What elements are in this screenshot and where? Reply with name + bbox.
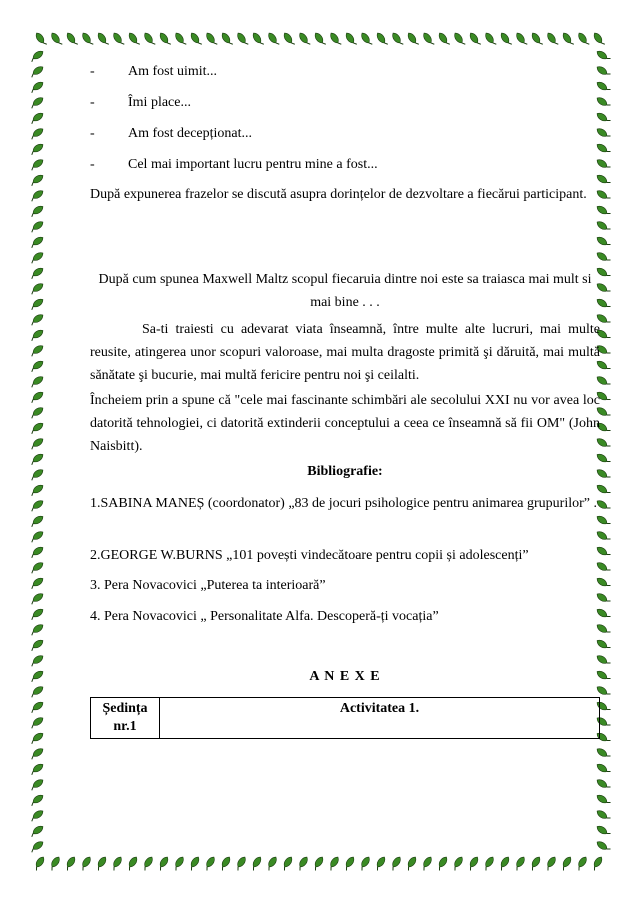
leaf-icon (29, 344, 45, 358)
leaf-icon (29, 499, 45, 513)
leaf-icon (595, 530, 611, 544)
leaf-icon (311, 855, 325, 871)
leaf-icon (29, 840, 45, 854)
list-bullet: - (90, 95, 95, 110)
paragraph-desires: După expunerea frazelor se discută asupra dorințelor de dezvoltare a fiecărui participant. (90, 187, 587, 202)
paragraph-life: Sa-ti traiesti cu adevarat viata înseamnă, între multe alte lucruri, mai multe reusite, atingerea unor scopuri valoroase, mai multa dragoste primită şi dăruită, mai multă sănătate şi bucurie, mai multă fericire pentru noi şi ceilalti. (90, 322, 600, 383)
leaf-icon (404, 855, 418, 871)
leaf-icon (29, 235, 45, 249)
leaf-icon (595, 793, 611, 807)
leaf-icon (546, 31, 560, 47)
leaf-icon (29, 437, 45, 451)
leaf-icon (595, 49, 611, 63)
leaf-icon (29, 561, 45, 575)
table-cell-activity: Activitatea 1. (160, 698, 600, 739)
leaf-icon (329, 31, 343, 47)
leaf-icon (595, 204, 611, 218)
leaf-icon (282, 31, 296, 47)
leaf-icon (575, 855, 589, 871)
paragraph-naisbitt: Încheiem prin a spune că "cele mai fascinante schimbări ale secolului XXI nu vor avea loc datorită tehnologiei, ci datorită extinderii conceptului a ceea ce înseamnă să fii OM" (John Naisbitt). (90, 393, 600, 454)
leaf-icon (29, 793, 45, 807)
bibliography-title: Bibliografie: (307, 464, 383, 479)
leaf-icon (595, 235, 611, 249)
leaf-icon (435, 855, 449, 871)
leaf-icon (29, 266, 45, 280)
leaf-icon (29, 421, 45, 435)
leaf-icon (422, 31, 436, 47)
leaf-icon (29, 359, 45, 373)
leaf-icon (595, 158, 611, 172)
leaf-icon (577, 31, 591, 47)
leaf-icon (595, 514, 611, 528)
leaf-icon (203, 855, 217, 871)
leaf-icon (29, 390, 45, 404)
leaf-icon (29, 747, 45, 761)
leaf-icon (156, 855, 170, 871)
leaf-icon (389, 855, 403, 871)
list-item-text: Am fost uimit... (128, 64, 218, 79)
leaf-icon (595, 111, 611, 125)
table-cell-session: Ședința nr.1 (91, 698, 160, 739)
leaf-icon (391, 31, 405, 47)
leaf-icon (48, 855, 62, 871)
leaf-icon (296, 855, 310, 871)
leaf-icon (528, 855, 542, 871)
leaf-icon (79, 855, 93, 871)
leaf-icon (110, 855, 124, 871)
leaf-icon (453, 31, 467, 47)
leaf-icon (29, 654, 45, 668)
list-item-text: Îmi place... (128, 95, 191, 110)
leaf-icon (29, 406, 45, 420)
leaf-icon (65, 31, 79, 47)
leaf-icon (595, 96, 611, 110)
leaf-icon (34, 31, 48, 47)
leaf-icon (561, 31, 575, 47)
leaf-icon (81, 31, 95, 47)
leaf-icon (482, 855, 496, 871)
leaf-icon (29, 65, 45, 79)
leaf-icon (141, 855, 155, 871)
leaf-icon (595, 762, 611, 776)
leaf-icon (280, 855, 294, 871)
leaf-icon (29, 251, 45, 265)
leaf-icon (189, 31, 203, 47)
leaf-icon (29, 778, 45, 792)
leaf-icon (466, 855, 480, 871)
leaf-icon (468, 31, 482, 47)
leaf-icon (29, 514, 45, 528)
list-bullet: - (90, 64, 95, 79)
list-bullet: - (90, 126, 95, 141)
leaf-icon (595, 747, 611, 761)
leaf-icon (29, 328, 45, 342)
bibliography-item: 4. Pera Novacovici „ Personalitate Alfa. Descoperă-ți vocația” (90, 609, 439, 624)
leaf-icon (29, 80, 45, 94)
leaf-icon (595, 638, 611, 652)
leaf-icon (29, 731, 45, 745)
leaf-icon (29, 623, 45, 637)
leaf-icon (29, 530, 45, 544)
leaf-icon (29, 762, 45, 776)
leaf-icon (29, 204, 45, 218)
leaf-icon (29, 716, 45, 730)
leaf-icon (358, 855, 372, 871)
leaf-icon (236, 31, 250, 47)
list-item-text: Cel mai important lucru pentru mine a fost... (128, 157, 378, 172)
leaf-icon (592, 31, 606, 47)
leaf-icon (29, 592, 45, 606)
leaf-icon (595, 824, 611, 838)
list-bullet: - (90, 157, 95, 172)
leaf-icon (29, 375, 45, 389)
leaf-icon (29, 282, 45, 296)
leaf-icon (451, 855, 465, 871)
leaf-icon (497, 855, 511, 871)
leaf-icon (220, 31, 234, 47)
leaf-icon (595, 127, 611, 141)
leaf-icon (590, 855, 604, 871)
leaf-icon (29, 545, 45, 559)
leaf-icon (29, 824, 45, 838)
leaf-icon (29, 700, 45, 714)
leaf-icon (29, 607, 45, 621)
leaf-icon (29, 669, 45, 683)
leaf-icon (50, 31, 64, 47)
leaf-icon (94, 855, 108, 871)
leaf-icon (265, 855, 279, 871)
leaf-icon (515, 31, 529, 47)
leaf-icon (29, 809, 45, 823)
leaf-icon (406, 31, 420, 47)
quote-maltz: După cum spunea Maxwell Maltz scopul fiecaruia dintre noi este sa traiasca mai mult si mai bine . . . (98, 272, 592, 310)
leaf-icon (29, 638, 45, 652)
leaf-icon (29, 313, 45, 327)
table-row (91, 698, 600, 739)
leaf-icon (249, 855, 263, 871)
leaf-icon (174, 31, 188, 47)
leaf-icon (499, 31, 513, 47)
leaf-icon (32, 855, 46, 871)
leaf-icon (484, 31, 498, 47)
leaf-icon (127, 31, 141, 47)
leaf-icon (29, 452, 45, 466)
leaf-icon (595, 251, 611, 265)
leaf-icon (420, 855, 434, 871)
leaf-icon (513, 855, 527, 871)
leaf-icon (29, 96, 45, 110)
leaf-icon (342, 855, 356, 871)
leaf-icon (530, 31, 544, 47)
leaf-icon (172, 855, 186, 871)
leaf-icon (205, 31, 219, 47)
leaf-icon (29, 127, 45, 141)
leaf-icon (29, 111, 45, 125)
leaf-icon (29, 49, 45, 63)
leaf-icon (375, 31, 389, 47)
leaf-icon (298, 31, 312, 47)
leaf-icon (29, 220, 45, 234)
bibliography-item: 2.GEORGE W.BURNS „101 povești vindecătoare pentru copii și adolescenți” (90, 548, 529, 563)
leaf-icon (595, 142, 611, 156)
leaf-icon (143, 31, 157, 47)
anexe-title: A N E X E (309, 669, 381, 684)
leaf-icon (595, 809, 611, 823)
bibliography-item: 1.SABINA MANEȘ (coordonator) „83 de jocuri psihologice pentru animarea grupurilor” . (90, 496, 597, 511)
leaf-icon (344, 31, 358, 47)
leaf-icon (327, 855, 341, 871)
leaf-icon (112, 31, 126, 47)
leaf-icon (218, 855, 232, 871)
leaf-icon (595, 840, 611, 854)
leaf-icon (234, 855, 248, 871)
bibliography-item: 3. Pera Novacovici „Puterea ta interioară” (90, 578, 326, 593)
leaf-icon (96, 31, 110, 47)
leaf-icon (29, 158, 45, 172)
leaf-icon (29, 685, 45, 699)
leaf-icon (267, 31, 281, 47)
leaf-icon (63, 855, 77, 871)
anexe-table (90, 697, 600, 739)
list-item-text: Am fost decepționat... (128, 126, 253, 141)
leaf-icon (595, 65, 611, 79)
leaf-icon (595, 80, 611, 94)
leaf-icon (360, 31, 374, 47)
leaf-icon (29, 297, 45, 311)
leaf-icon (313, 31, 327, 47)
leaf-icon (595, 220, 611, 234)
leaf-icon (187, 855, 201, 871)
leaf-icon (29, 173, 45, 187)
leaf-icon (544, 855, 558, 871)
leaf-icon (158, 31, 172, 47)
leaf-icon (559, 855, 573, 871)
leaf-icon (29, 483, 45, 497)
leaf-icon (29, 189, 45, 203)
leaf-icon (595, 778, 611, 792)
leaf-icon (251, 31, 265, 47)
leaf-icon (373, 855, 387, 871)
leaf-icon (29, 576, 45, 590)
leaf-icon (125, 855, 139, 871)
leaf-icon (437, 31, 451, 47)
leaf-icon (29, 468, 45, 482)
leaf-icon (29, 142, 45, 156)
